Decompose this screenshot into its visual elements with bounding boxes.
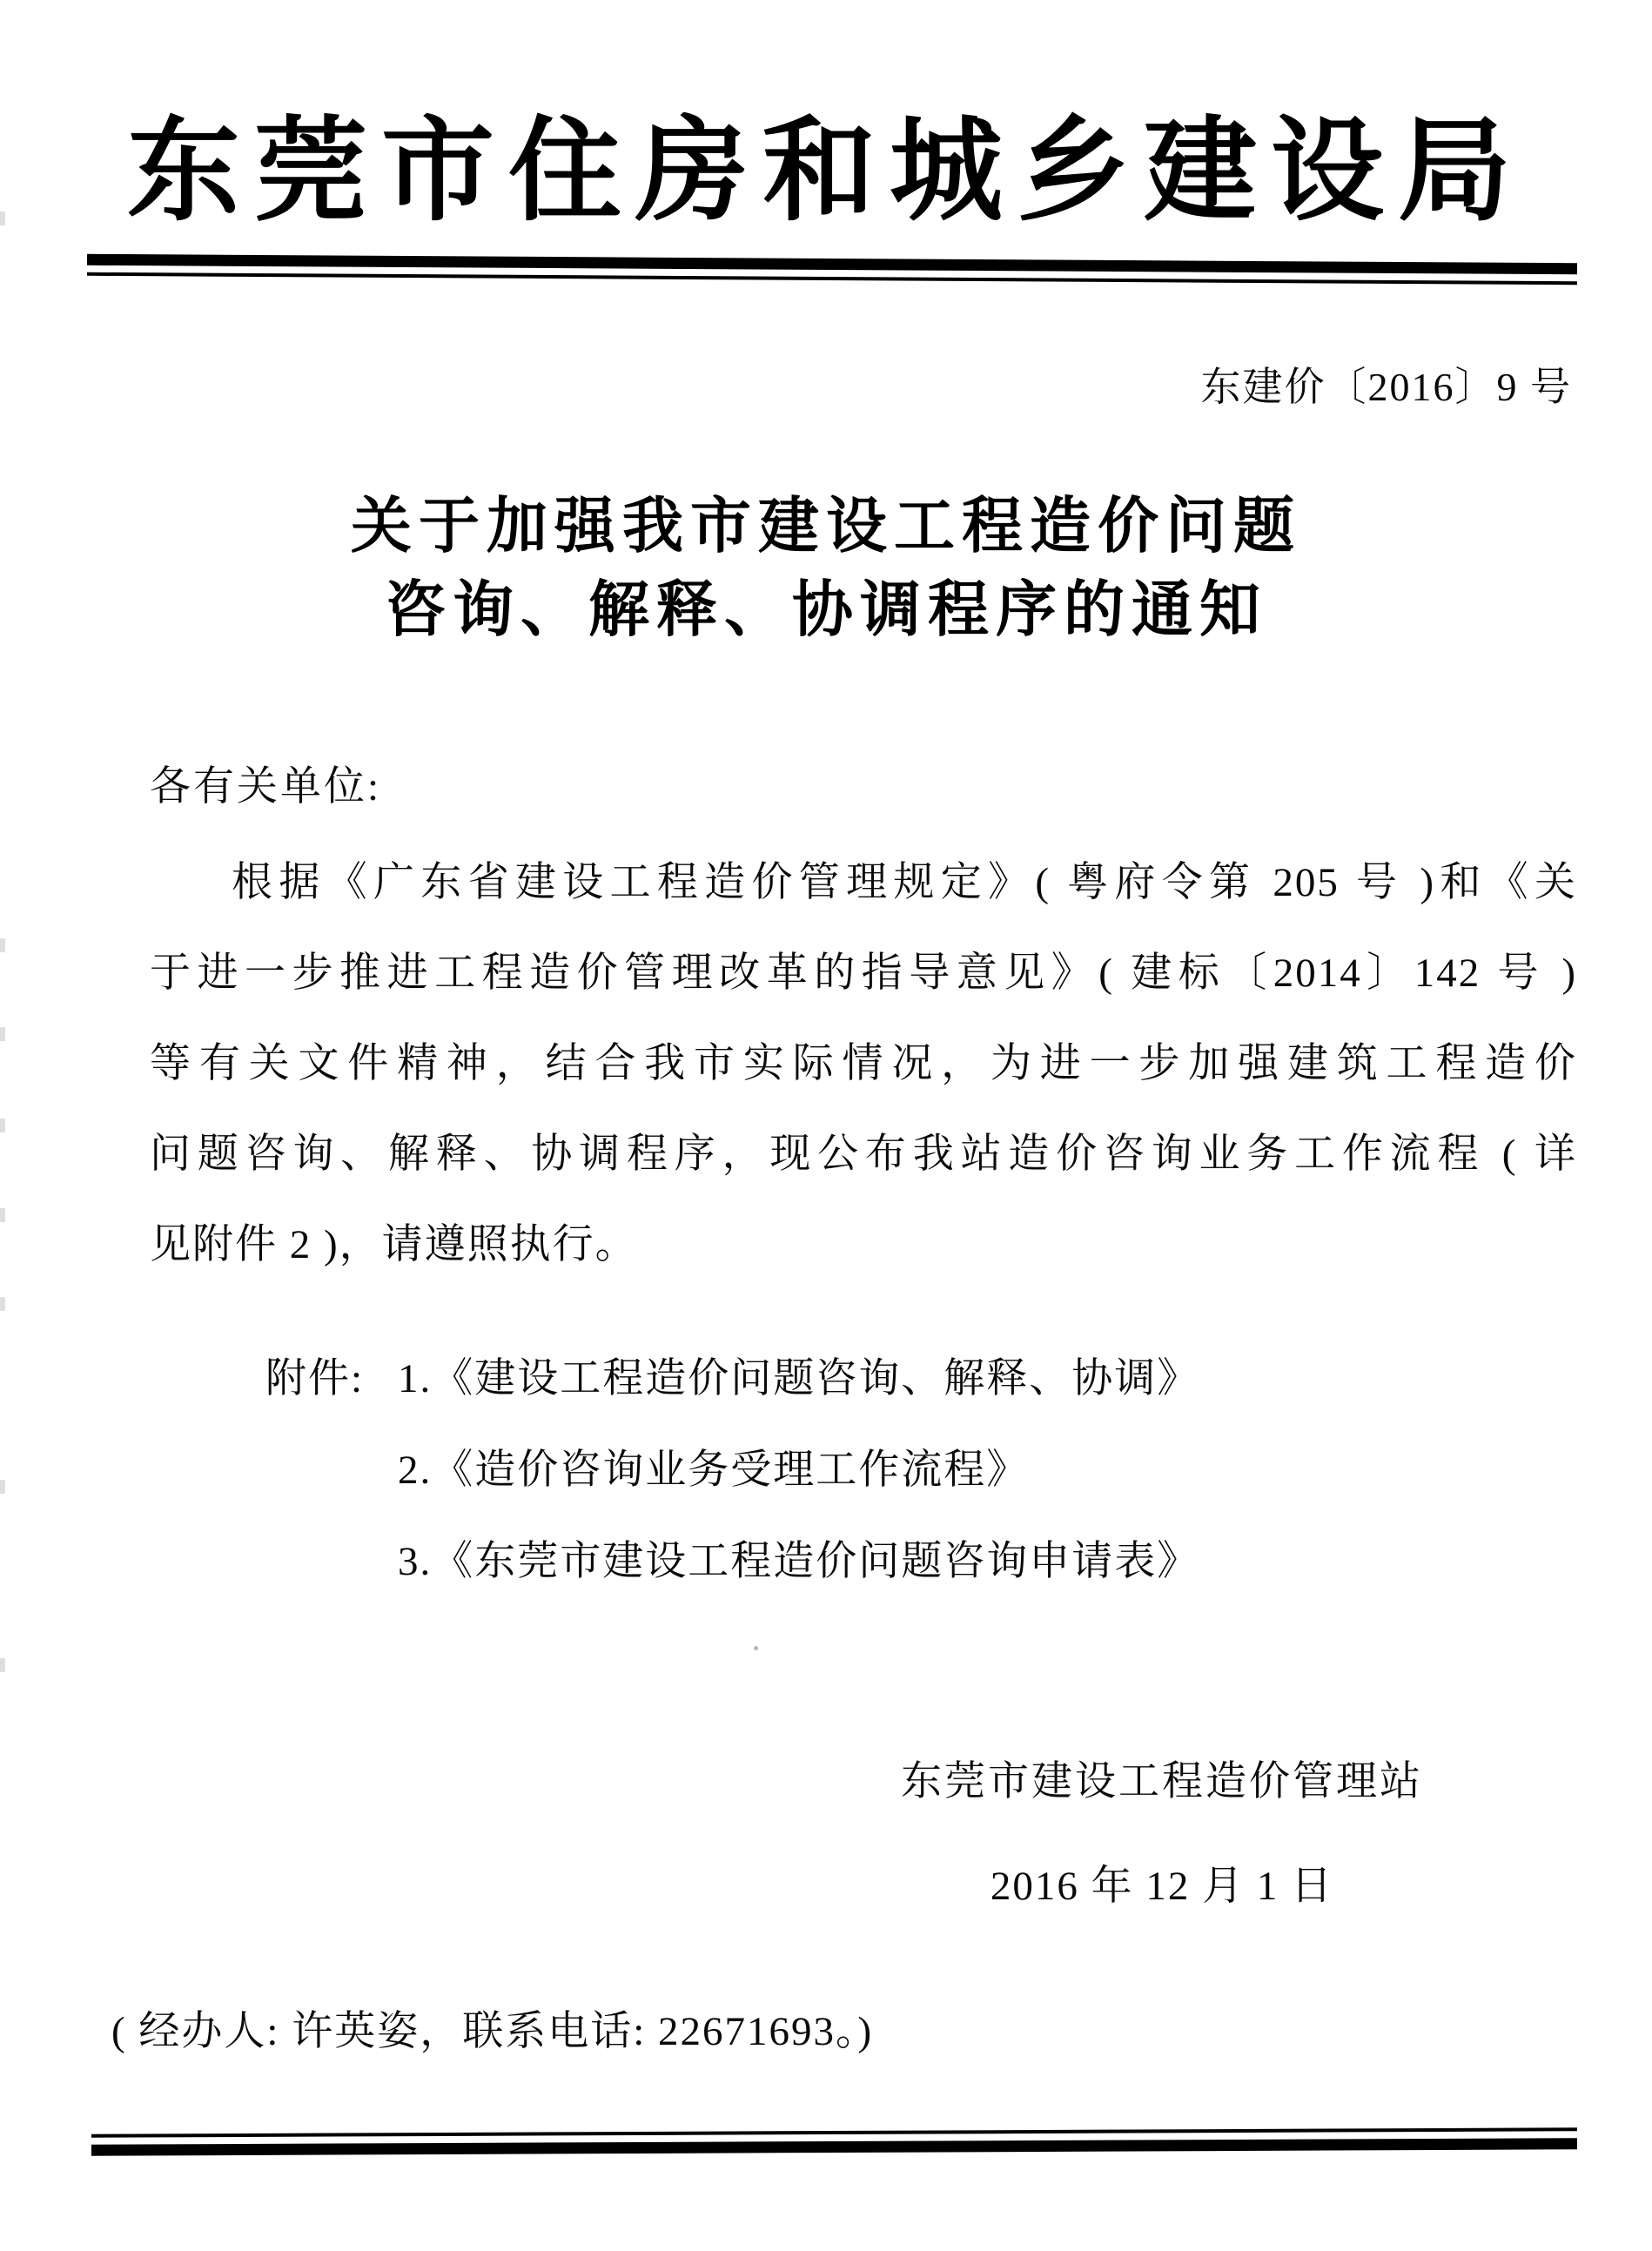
body-line: 于进一步推进工程造价管理改革的指导意见》( 建标〔2014〕142 号 ) (150, 951, 1577, 996)
scan-artifact (0, 1119, 5, 1132)
scan-artifact (0, 938, 5, 952)
signature-block (870, 1755, 1454, 1913)
attachments-section (265, 1334, 1199, 1608)
document-number: 东建价〔2016〕9 号 (1200, 365, 1572, 409)
agency-header-title: 东莞市住房和城乡建设局 (126, 110, 1525, 235)
issue-date: 2016 年 12 月 1 日 (990, 1864, 1334, 1909)
masthead-rule-thick (87, 254, 1577, 274)
scan-speck (754, 1646, 758, 1650)
scan-artifact (0, 1297, 5, 1311)
scan-artifact (0, 1658, 5, 1672)
body-line: 见附件 2 )，请遵照执行。 (150, 1222, 638, 1267)
issuing-office: 东莞市建设工程造价管理站 (901, 1759, 1423, 1804)
body-line: 等有关文件精神，结合我市实际情况，为进一步加强建筑工程造价 (150, 1041, 1577, 1086)
document-title-line1: 关于加强我市建设工程造价问题 (351, 494, 1301, 561)
masthead-rule-thin (87, 272, 1577, 285)
attachments-list (398, 1334, 1199, 1608)
attachments-label: 附件: (265, 1356, 365, 1401)
handler-contact-note: ( 经办人: 许英姿，联系电话: 22671693。) (111, 2009, 874, 2054)
document-title-line2: 咨询、解释、协调程序的通知 (385, 577, 1267, 644)
attachment-item: 2.《造价咨询业务受理工作流程》 (398, 1448, 1030, 1493)
attachment-item: 3.《东莞市建设工程造价问题咨询申请表》 (398, 1539, 1200, 1584)
body-line: 根据《广东省建设工程造价管理规定》( 粤府令第 205 号 )和《关 (232, 860, 1577, 905)
body-line: 问题咨询、解释、协调程序，现公布我站造价咨询业务工作流程 ( 详 (150, 1132, 1577, 1177)
document-title (0, 486, 1652, 653)
attachment-item: 1.《建设工程造价问题咨询、解释、协调》 (398, 1356, 1200, 1401)
scan-artifact (0, 1480, 5, 1494)
salutation: 各有关单位: (150, 764, 382, 810)
footer-rule-thick (91, 2138, 1577, 2155)
scan-artifact (0, 1208, 5, 1222)
footer-rule-thin (91, 2127, 1577, 2137)
scan-artifact (0, 1027, 5, 1041)
body-paragraph (150, 837, 1577, 1290)
scan-artifact (0, 212, 5, 225)
